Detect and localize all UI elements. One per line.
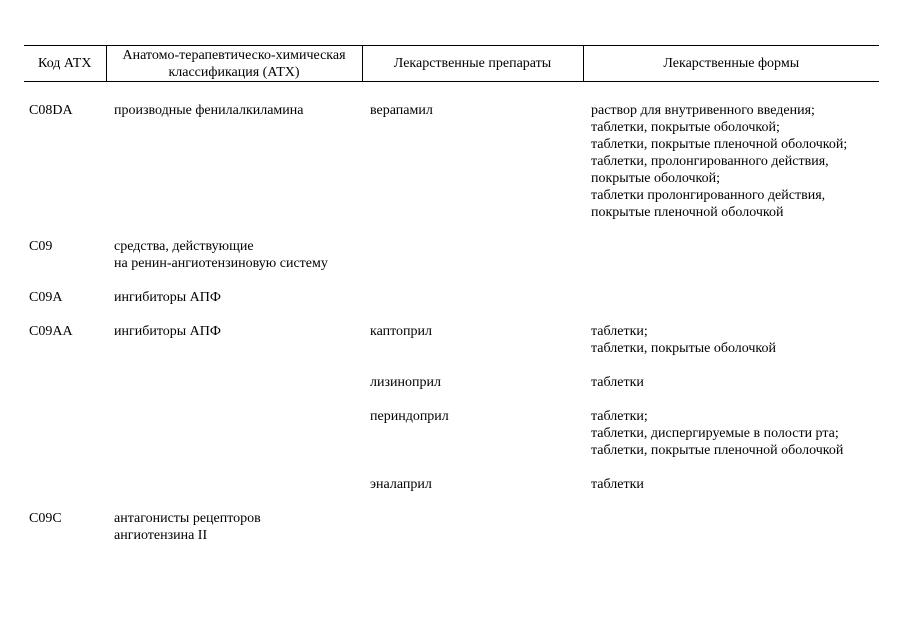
drug-name: периндоприл bbox=[370, 409, 449, 424]
atc-classification bbox=[106, 408, 362, 476]
dosage-form-line: таблетки, диспергируемые в полости рта; bbox=[591, 426, 839, 441]
table-row bbox=[24, 289, 879, 323]
classification-line: ингибиторы АПФ bbox=[114, 290, 221, 305]
atc-code bbox=[24, 408, 106, 476]
drug-name bbox=[362, 289, 583, 323]
dosage-form-line: покрытые пленочной оболочкой bbox=[591, 205, 784, 220]
dosage-forms bbox=[583, 82, 879, 239]
drug-name: лизиноприл bbox=[370, 375, 441, 390]
atc-code: C09 bbox=[29, 239, 53, 254]
dosage-form-line: раствор для внутривенного введения; bbox=[591, 103, 815, 118]
header-row bbox=[24, 46, 879, 82]
drug-name bbox=[362, 510, 583, 561]
classification-line: ангиотензина II bbox=[114, 528, 208, 543]
atc-classification bbox=[106, 289, 362, 323]
table-body bbox=[24, 82, 879, 562]
table-row bbox=[24, 323, 879, 374]
atc-classification bbox=[106, 476, 362, 510]
drug-table bbox=[24, 45, 879, 561]
dosage-form-line: таблетки, покрытые пленочной оболочкой bbox=[591, 443, 844, 458]
table-row bbox=[24, 374, 879, 408]
drug-name: верапамил bbox=[370, 103, 433, 118]
dosage-form-line: таблетки пролонгированного действия, bbox=[591, 188, 826, 203]
dosage-forms bbox=[583, 238, 879, 289]
dosage-form-line: таблетки, покрытые оболочкой bbox=[591, 341, 777, 356]
drug-name: эналаприл bbox=[370, 477, 432, 492]
dosage-forms bbox=[583, 510, 879, 561]
table-row bbox=[24, 510, 879, 561]
table-row bbox=[24, 408, 879, 476]
classification-line: производные фенилалкиламина bbox=[114, 103, 304, 118]
dosage-forms bbox=[583, 476, 879, 510]
table-row bbox=[24, 238, 879, 289]
dosage-forms bbox=[583, 408, 879, 476]
table-header bbox=[24, 46, 879, 82]
header-forms: Лекарственные формы bbox=[583, 46, 879, 82]
atc-classification bbox=[106, 323, 362, 374]
drug-name bbox=[362, 238, 583, 289]
dosage-form-line: покрытые оболочкой; bbox=[591, 171, 721, 186]
dosage-forms bbox=[583, 374, 879, 408]
dosage-forms bbox=[583, 323, 879, 374]
header-classification: Анатомо-терапевтическо-химическая классификация (АТХ) bbox=[106, 46, 362, 82]
atc-classification bbox=[106, 510, 362, 561]
dosage-form-line: таблетки bbox=[591, 375, 644, 390]
drug-name: каптоприл bbox=[370, 324, 433, 339]
atc-classification bbox=[106, 82, 362, 239]
header-drugs: Лекарственные препараты bbox=[362, 46, 583, 82]
table-row bbox=[24, 476, 879, 510]
classification-line: на ренин-ангиотензиновую систему bbox=[114, 256, 328, 271]
dosage-form-line: таблетки, покрытые пленочной оболочкой; bbox=[591, 137, 848, 152]
dosage-form-line: таблетки bbox=[591, 477, 644, 492]
atc-code: C09AA bbox=[29, 324, 73, 339]
atc-code: C09A bbox=[29, 290, 63, 305]
dosage-form-line: таблетки, покрытые оболочкой; bbox=[591, 120, 780, 135]
table-row bbox=[24, 82, 879, 239]
atc-code: C08DA bbox=[29, 103, 73, 118]
classification-line: ингибиторы АПФ bbox=[114, 324, 221, 339]
atc-code: C09C bbox=[29, 511, 62, 526]
dosage-form-line: таблетки; bbox=[591, 409, 648, 424]
dosage-form-line: таблетки; bbox=[591, 324, 648, 339]
atc-code bbox=[24, 374, 106, 408]
atc-classification bbox=[106, 374, 362, 408]
classification-line: средства, действующие bbox=[114, 239, 254, 254]
dosage-forms bbox=[583, 289, 879, 323]
atc-code bbox=[24, 476, 106, 510]
dosage-form-line: таблетки, пролонгированного действия, bbox=[591, 154, 829, 169]
classification-line: антагонисты рецепторов bbox=[114, 511, 261, 526]
header-code: Код АТХ bbox=[24, 46, 106, 82]
atc-classification bbox=[106, 238, 362, 289]
